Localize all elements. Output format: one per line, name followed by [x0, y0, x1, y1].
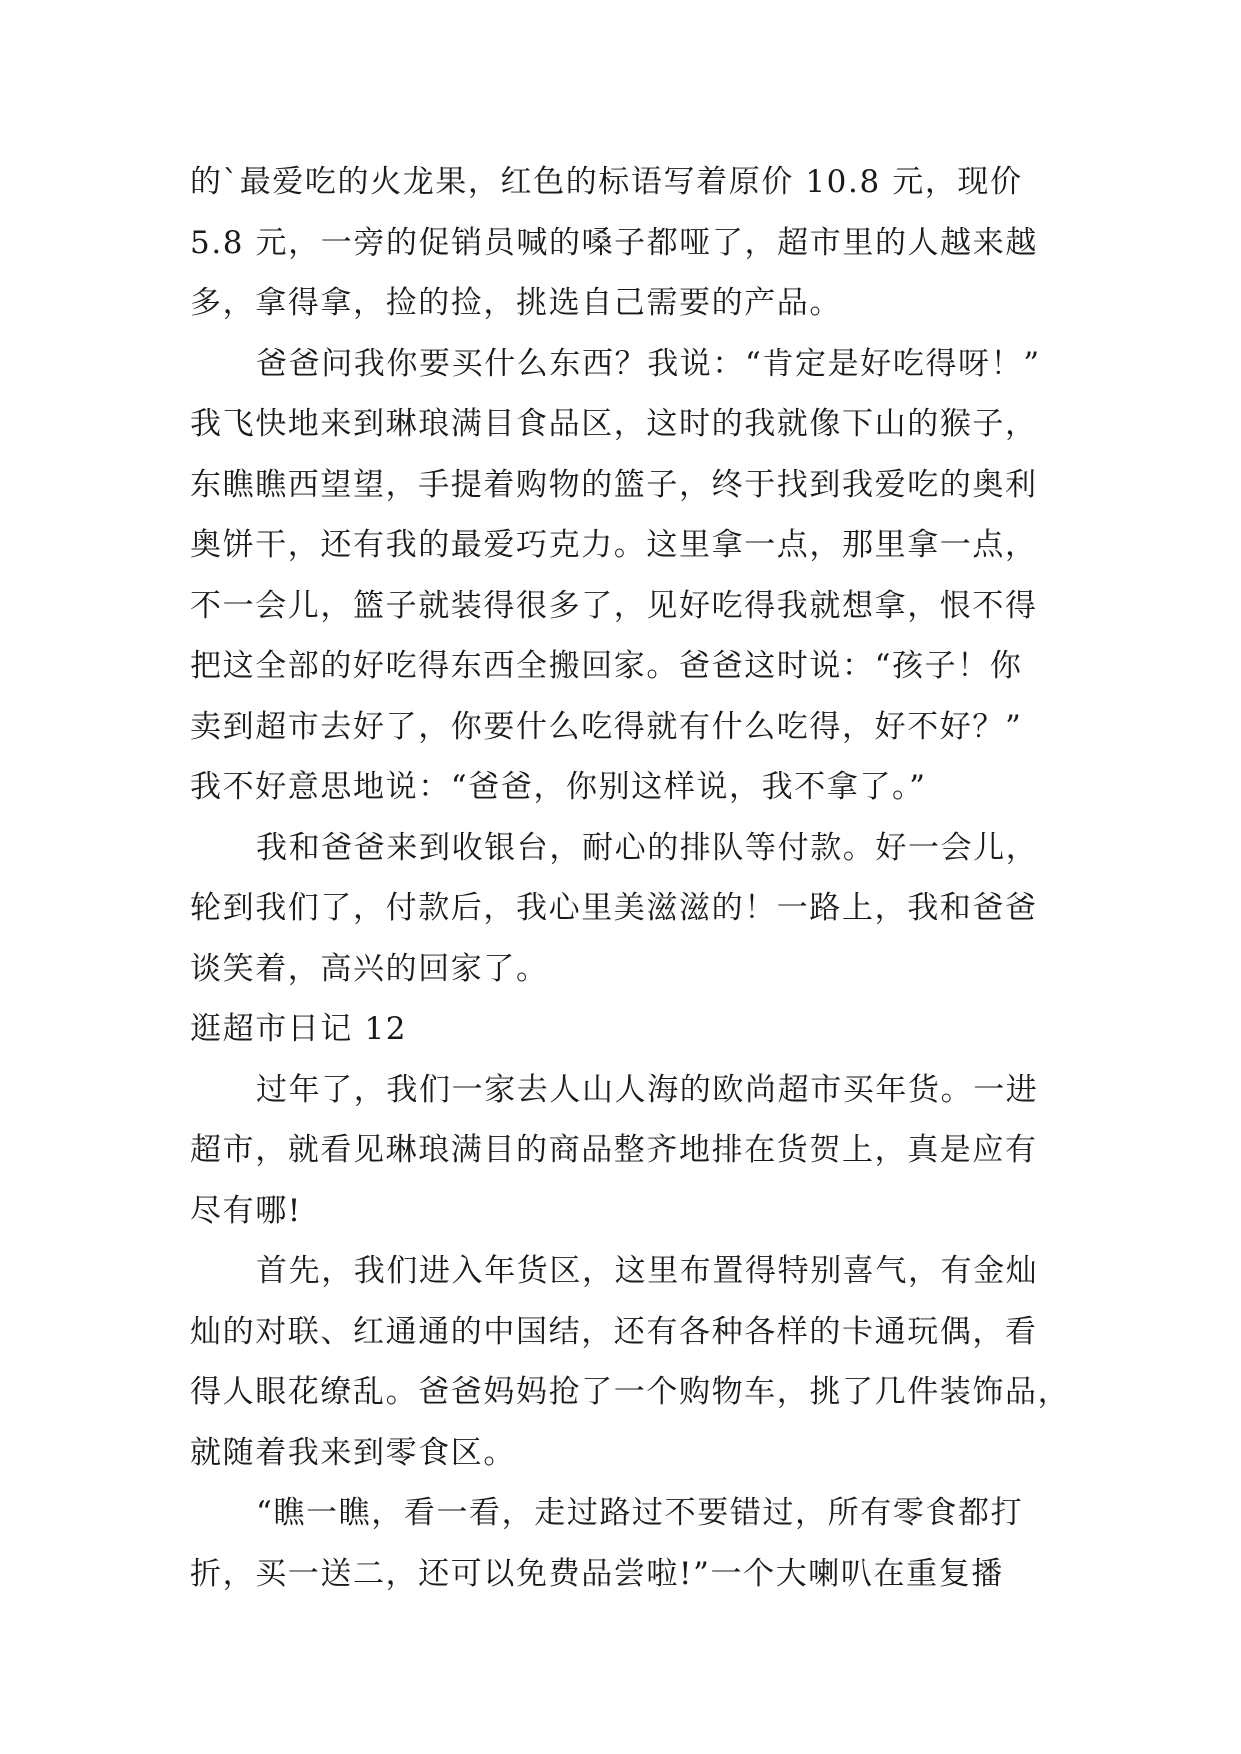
text-line: 灿的对联、红通通的中国结，还有各种各样的卡通玩偶，看	[190, 1313, 1038, 1350]
paragraph	[190, 1060, 1070, 1242]
text-line: 折，买一送二，还可以免费品尝啦!”一个大喇叭在重复播	[190, 1555, 1004, 1592]
text-line: 轮到我们了，付款后，我心里美滋滋的！一路上，我和爸爸	[190, 890, 1038, 926]
text-line: 尽有哪!	[190, 1192, 302, 1229]
text-line: 爸爸问我你要买什么东西？我说：“肯定是好吃得呀！”	[256, 345, 1041, 382]
text-line: 不一会儿，篮子就装得很多了，见好吃得我就想拿，恨不得	[190, 587, 1038, 624]
text-line: 谈笑着，高兴的回家了。	[190, 950, 549, 987]
text-line: 的`最爱吃的火龙果，红色的标语写着原价 10.8 元，现价	[190, 164, 1023, 200]
paragraph	[190, 1483, 1070, 1604]
text-line: 卖到超市去好了，你要什么吃得就有什么吃得，好不好？”	[190, 708, 1023, 745]
text-line: 过年了，我们一家去人山人海的欧尚超市买年货。一进	[256, 1071, 1039, 1108]
text-line: 奥饼干，还有我的最爱巧克力。这里拿一点，那里拿一点，	[190, 527, 1038, 563]
text-line: 多，拿得拿，捡的捡，挑选自己需要的产品。	[190, 285, 842, 321]
text-line: “瞧一瞧，看一看，走过路过不要错过，所有零食都打	[256, 1495, 1024, 1531]
text-line: 我不好意思地说：“爸爸，你别这样说，我不拿了。”	[190, 769, 927, 805]
text-line: 我飞快地来到琳琅满目食品区，这时的我就像下山的猴子，	[190, 406, 1038, 442]
text-line: 我和爸爸来到收银台，耐心的排队等付款。好一会儿，	[256, 829, 1039, 866]
text-line: 得人眼花缭乱。爸爸妈妈抢了一个购物车，挑了几件装饰品，	[190, 1374, 1071, 1410]
paragraph	[190, 334, 1070, 818]
text-line: 5.8 元，一旁的促销员喊的嗓子都哑了，超市里的人越来越	[190, 224, 1038, 261]
text-line: 首先，我们进入年货区，这里布置得特别喜气，有金灿	[256, 1253, 1039, 1289]
paragraph	[190, 152, 1070, 334]
paragraph	[190, 818, 1070, 1000]
text-line: 超市，就看见琳琅满目的商品整齐地排在货贺上，真是应有	[190, 1132, 1038, 1168]
document-body	[190, 152, 1070, 1604]
section-heading: 逛超市日记 12	[190, 1011, 408, 1047]
text-line: 东瞧瞧西望望，手提着购物的篮子，终于找到我爱吃的奥利	[190, 466, 1038, 503]
text-line: 就随着我来到零食区。	[190, 1434, 516, 1471]
text-line: 把这全部的好吃得东西全搬回家。爸爸这时说：“孩子！你	[190, 648, 1023, 684]
paragraph	[190, 1241, 1070, 1483]
